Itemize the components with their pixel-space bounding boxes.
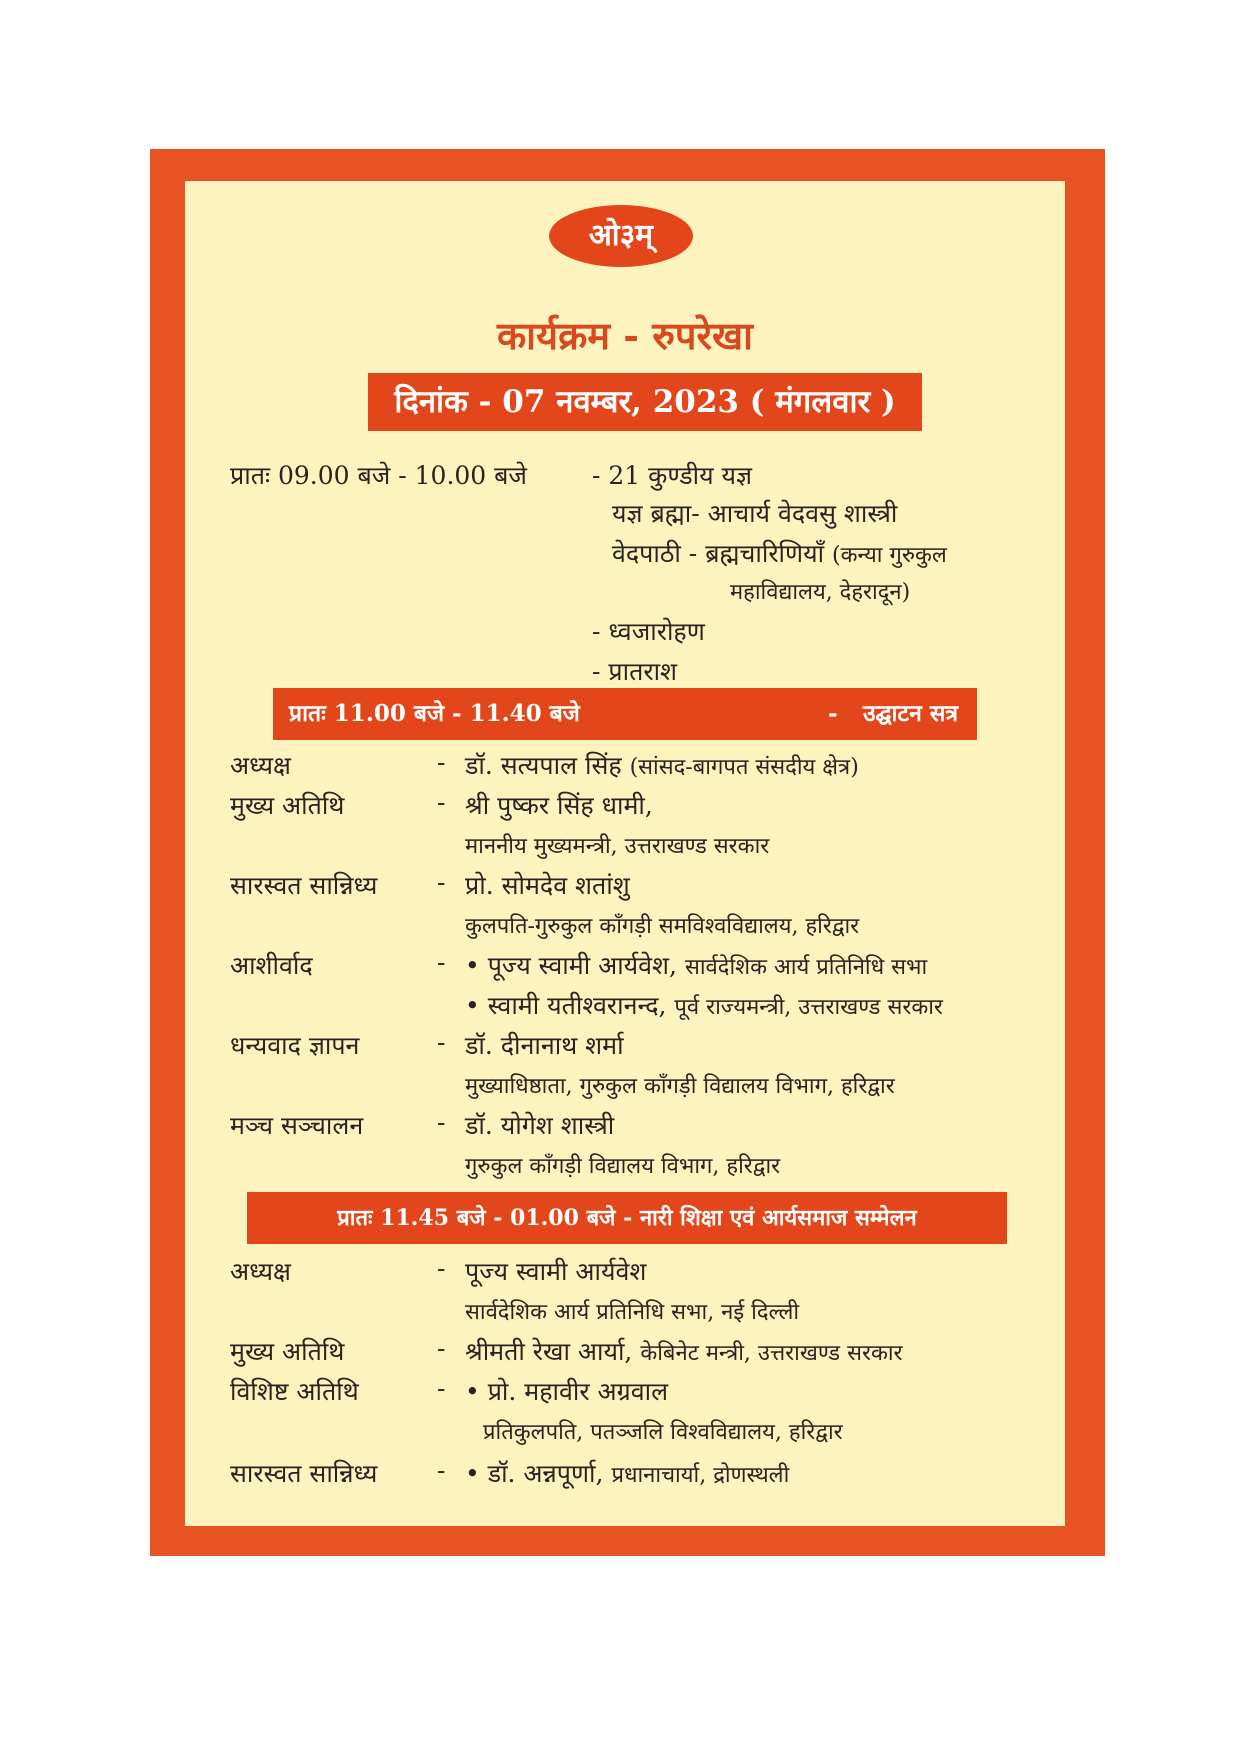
page-title: कार्यक्रम - रुपरेखा	[497, 313, 753, 358]
row-label: मुख्य अतिथि	[230, 791, 345, 820]
row-value: • पूज्य स्वामी आर्यवेश, सार्वदेशिक आर्य प्रतिनिधि सभा	[465, 951, 928, 980]
session1-item-vedpathi: वेदपाठी - ब्रह्मचारिणियाँ (कन्या गुरुकुल	[612, 539, 947, 568]
row-dash: -	[437, 868, 446, 897]
row-dash: -	[437, 1374, 446, 1403]
session2-band-dash: -	[828, 700, 838, 727]
session1-item-yajna: - 21 कुण्डीय यज्ञ	[592, 461, 753, 490]
row-detail: गुरुकुल काँगड़ी विद्यालय विभाग, हरिद्वार	[465, 1154, 781, 1179]
om-badge: ओ३म्	[549, 205, 693, 267]
row-value: प्रो. सोमदेव शतांशु	[465, 871, 630, 900]
row-detail: सार्वदेशिक आर्य प्रतिनिधि सभा, नई दिल्ली	[465, 1300, 800, 1325]
row-dash: -	[437, 1334, 446, 1363]
row-detail: मुख्याधिष्ठाता, गुरुकुल काँगड़ी विद्यालय विभाग, हरिद्वार	[465, 1074, 895, 1099]
row-value: • स्वामी यतीश्वरानन्द, पूर्व राज्यमन्त्री, उत्तराखण्ड सरकार	[465, 991, 943, 1020]
row-value: डॉ. सत्यपाल सिंह (सांसद-बागपत संसदीय क्षेत्र)	[465, 751, 859, 780]
row-dash: -	[437, 748, 446, 777]
session3-band: प्रातः 11.45 बजे - 01.00 बजे - नारी शिक्षा एवं आर्यसमाज सम्मेलन	[247, 1192, 1007, 1244]
row-detail: प्रतिकुलपति, पतञ्जलि विश्वविद्यालय, हरिद्वार	[483, 1420, 843, 1445]
row-dash: -	[437, 1028, 446, 1057]
row-label: मुख्य अतिथि	[230, 1337, 345, 1366]
session2-band	[273, 688, 977, 740]
row-dash: -	[437, 948, 446, 977]
row-label: सारस्वत सान्निध्य	[230, 1459, 378, 1488]
session1-item-flag: - ध्वजारोहण	[592, 617, 705, 646]
row-label: सारस्वत सान्निध्य	[230, 871, 378, 900]
row-label: अध्यक्ष	[230, 1257, 291, 1286]
row-value: श्री पुष्कर सिंह धामी,	[465, 791, 653, 820]
session1-item-brahma: यज्ञ ब्रह्मा- आचार्य वेदवसु शास्त्री	[612, 499, 898, 528]
session1-item-vedpathi-cont: महाविद्यालय, देहरादून)	[730, 580, 911, 605]
row-value: पूज्य स्वामी आर्यवेश	[465, 1257, 647, 1286]
row-label: अध्यक्ष	[230, 751, 291, 780]
invitation-card	[185, 181, 1065, 1526]
session1-time: प्रातः 09.00 बजे - 10.00 बजे	[230, 461, 527, 490]
row-value: • प्रो. महावीर अग्रवाल	[465, 1377, 669, 1406]
row-value: श्रीमती रेखा आर्या, केबिनेट मन्त्री, उत्तराखण्ड सरकार	[465, 1337, 903, 1366]
row-label: धन्यवाद ज्ञापन	[230, 1031, 360, 1060]
invitation-frame	[150, 149, 1105, 1556]
row-detail: माननीय मुख्यमन्त्री, उत्तराखण्ड सरकार	[465, 834, 770, 859]
row-dash: -	[437, 1254, 446, 1283]
date-banner: दिनांक - 07 नवम्बर, 2023 ( मंगलवार )	[368, 373, 922, 431]
session2-band-title: उद्घाटन सत्र	[863, 700, 959, 727]
row-value: डॉ. दीनानाथ शर्मा	[465, 1031, 624, 1060]
row-label: विशिष्ट अतिथि	[230, 1377, 359, 1406]
row-dash: -	[437, 1456, 446, 1485]
session2-band-time: प्रातः 11.00 बजे - 11.40 बजे	[289, 700, 580, 727]
row-dash: -	[437, 788, 446, 817]
row-label: आशीर्वाद	[230, 951, 313, 980]
row-dash: -	[437, 1108, 446, 1137]
row-detail: कुलपति-गुरुकुल काँगड़ी समविश्वविद्यालय, हरिद्वार	[465, 914, 860, 939]
row-value: • डॉ. अन्नपूर्णा, प्रधानाचार्या, द्रोणस्थली	[465, 1459, 790, 1488]
session1-item-breakfast: - प्रातराश	[592, 657, 678, 686]
row-value: डॉ. योगेश शास्त्री	[465, 1111, 615, 1140]
row-label: मञ्च सञ्चालन	[230, 1111, 364, 1140]
